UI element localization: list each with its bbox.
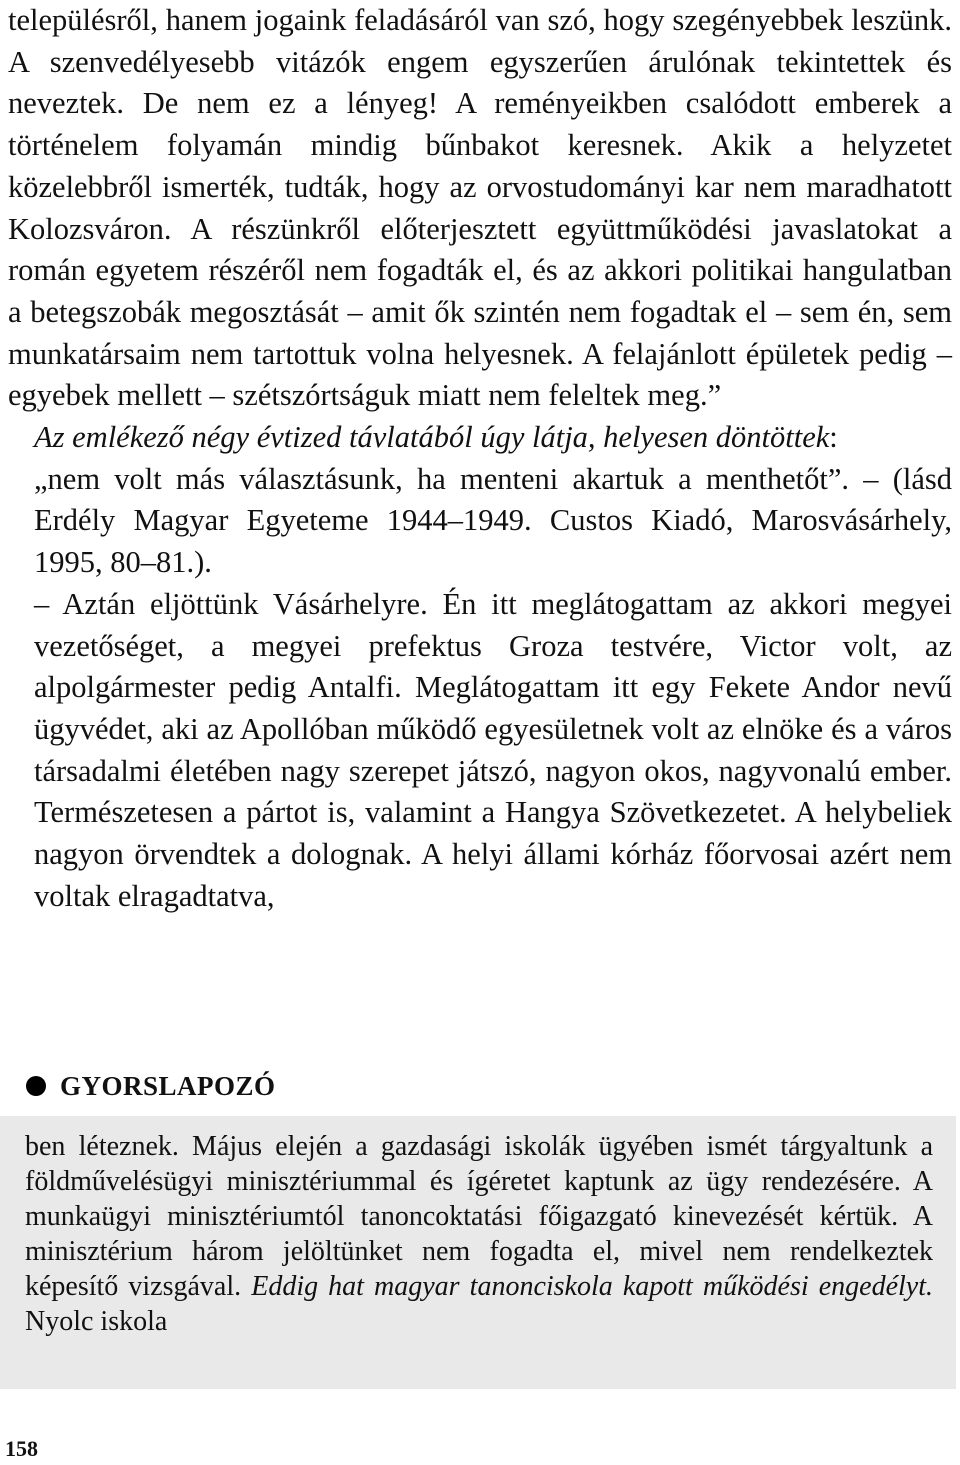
sidebar-text-tail: Nyolc iskola: [25, 1306, 168, 1337]
sidebar-text: [25, 1129, 933, 1339]
body-paragraph: településről, hanem jogaink feladásáról van szó, hogy szegényebbek leszünk. A szenvedélyesebb vitázók engem egyszerűen árulónak tekintettek és neveztek. De nem ez a lényeg! A reményeikben csalódott emberek a történelem folyamán mindig bűnbakot keresnek. Akik a helyzetet közelebbről ismerték, tudták, hogy az orvostudományi kar nem maradhatott Kolozsváron. A részünkről előterjesztett együttműködési javaslatokat a román egyetem részéről nem fogadták el, és az akkori politikai hangulatban a betegszobák megosztását – amit ők szintén nem fogadtak el – sem én, sem munkatársaim nem tartottuk volna helyesnek. A felajánlott épületek pedig – egyebek mellett – szétszórtságuk miatt nem feleltek meg.”: [8, 3, 952, 413]
body-paragraph-quote: „nem volt más választásunk, ha menteni akartuk a menthetőt”. – (lásd Erdély Magyar Egyeteme 1944–1949. Custos Kiadó, Marosvásárhely, 1995, 80–81.).: [34, 461, 952, 580]
body-paragraph-italic: [8, 417, 952, 459]
sidebar-text-regular: ben léteznek. Május elején a gazdasági iskolák ügyében ismét tárgyaltunk a földművelésügyi minisztériummal és ígéretet kaptunk az ügy rendezésére. A munkaügyi minisztériumtól tanoncoktatási főigazgató kinevezését kértük. A minisztérium három jelöltünket nem fogadta el, mivel nem rendelkeztek képesítő vizsgával.: [25, 1131, 933, 1302]
body-paragraph: – Aztán eljöttünk Vásárhelyre. Én itt meglátogattam az akkori megyei vezetőséget, a megyei prefektus Groza testvére, Victor volt, az alpolgármester pedig Antalfi. Meglátogattam itt egy Fekete Andor nevű ügyvédet, aki az Apollóban működő egyesületnek volt az elnöke és a város társadalmi életében nagy szerepet játszó, nagyon okos, nagyvonalú ember. Természetesen a pártot is, valamint a Hangya Szövetkezetet. A helybeliek nagyon örvendtek a dolognak. A helyi állami kórház főorvosai azért nem voltak elragadtatva,: [34, 586, 952, 913]
italic-remark: Az emlékező négy évtized távlatából úgy látja, helyesen döntöttek: [34, 420, 830, 455]
sidebar-box: [0, 1116, 956, 1389]
bullet-icon: [26, 1076, 46, 1096]
sidebar-text-italic: Eddig hat magyar tanonciskola kapott működési engedélyt.: [251, 1271, 933, 1302]
section-header: [26, 1062, 276, 1110]
colon: :: [829, 420, 838, 455]
main-text-column: [8, 0, 952, 917]
section-title: GYORSLAPOZÓ: [60, 1070, 276, 1101]
page-number: 158: [5, 1436, 38, 1461]
